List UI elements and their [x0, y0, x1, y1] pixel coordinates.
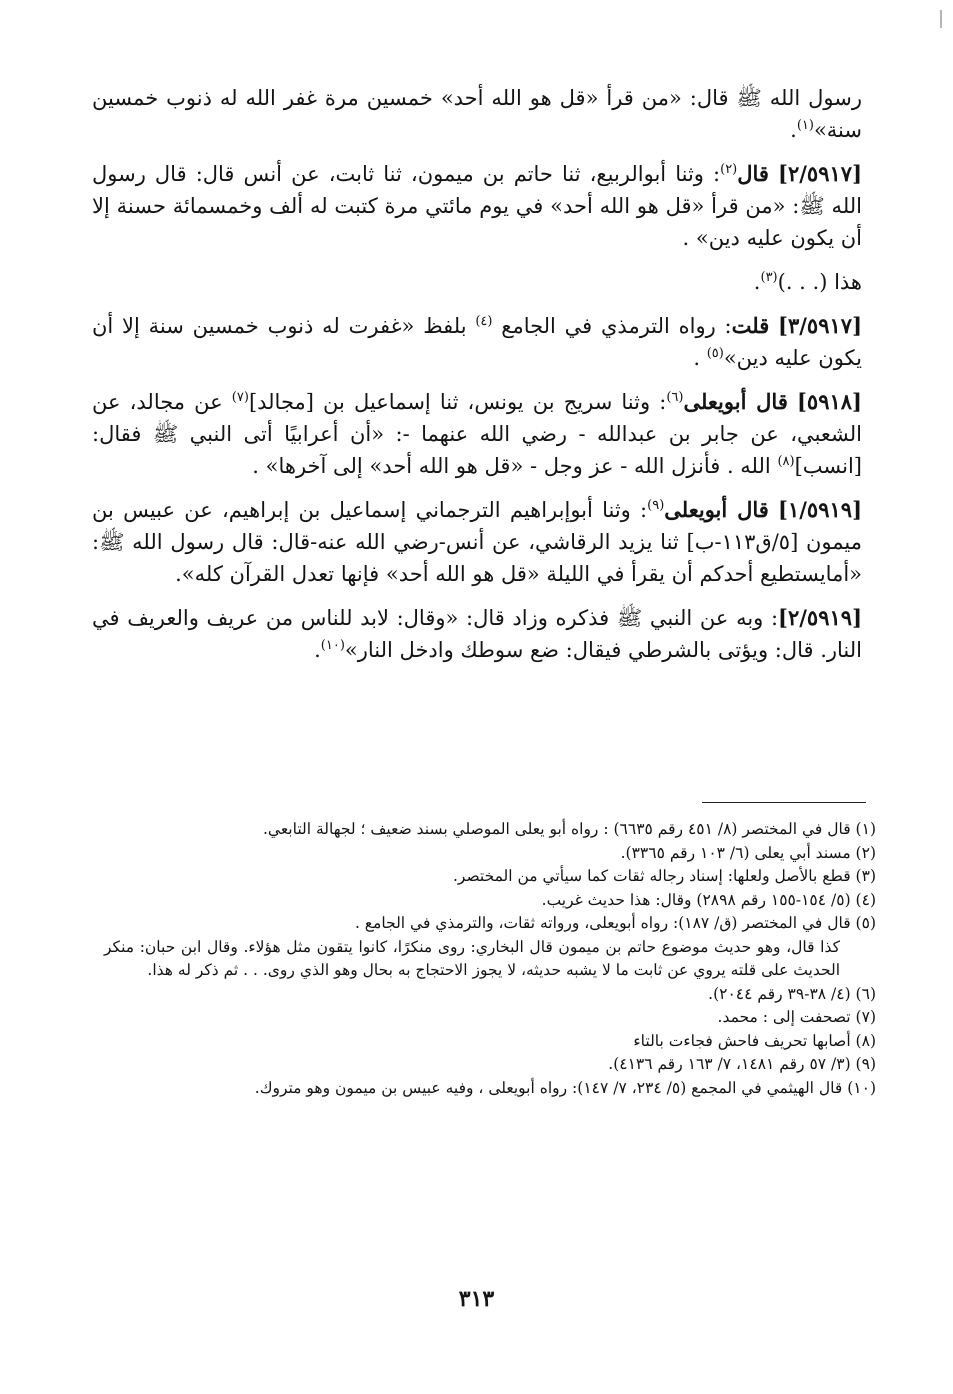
hadith-number: [٢/٥٩١٧] [778, 161, 862, 186]
hadith-text: : وثنا سريج بن يونس، ثنا إسماعيل بن [مجالد] [248, 390, 667, 414]
note-ref-7: (٧) [231, 390, 249, 405]
footnote: (١) قال في المختصر (٨/ ٤٥١ رقم ٦٦٣٥) : رواه أبو يعلى الموصلي بسند ضعيف ؛ لجهالة التابعي. [262, 820, 876, 838]
paragraph-missing [92, 266, 862, 298]
footnotes [104, 818, 876, 1100]
missing-text-end: . [753, 270, 761, 294]
missing-text: هذا (. . .) [777, 270, 862, 294]
paragraph-5919-1 [92, 494, 862, 590]
hadith-end: . [314, 638, 321, 662]
note-ref-3: (٣) [760, 270, 778, 285]
footnote: (٣) قطع بالأصل ولعلها: إسناد رجاله ثقات كما سيأتي من المختصر. [452, 867, 876, 885]
hadith-number: [١/٥٩١٩] [778, 497, 862, 522]
paragraph-5918 [92, 386, 862, 482]
hadith-text: : وثنا أبوالربيع، ثنا حاتم بن ميمون، ثنا ثابت، عن أنس قال: قال رسول الله ﷺ: «من قرأ «قل هو الله أحد» في يوم مائتي مرة كتبت له ألف وخمسمائة حسنة إلا أن يكون عليه دين» . [92, 162, 862, 250]
paragraph-1-text: رسول الله ﷺ قال: «من قرأ «قل هو الله أحد» خمسين مرة غفر الله له ذنوب خمسين سنة» [92, 86, 862, 142]
hadith-number: [٣/٥٩١٧] [778, 313, 862, 338]
footnote: (٧) تصحفت إلى : محمد. [717, 1008, 876, 1026]
note-ref-2: (٢) [720, 162, 738, 177]
hadith-narrator: قلت [731, 313, 770, 338]
hadith-text: : رواه الترمذي في الجامع [501, 314, 732, 338]
footnote: (١٠) قال الهيثمي في المجمع (٥/ ٢٣٤، ٧/ ١٤٧): رواه أبويعلى ، وفيه عبيس بن ميمون وهو متروك. [254, 1078, 876, 1097]
note-ref-5: (٥) [706, 346, 724, 361]
hadith-number: [٥٩١٨] [796, 389, 862, 414]
hadith-text-2: عن مجالد، عن الشعبي، عن جابر بن عبدالله - رضي الله عنهما -: «أن أعرابيًا أتى النبي ﷺ فقال: [انسب] [92, 390, 862, 478]
paragraph-1 [92, 82, 862, 146]
footnote: (٥) قال في المختصر (ق/ ١٨٧): رواه أبويعلى، ورواته ثقات، والترمذي في الجامع . [354, 914, 876, 932]
hadith-narrator: قال أبويعلى [664, 497, 769, 522]
footnote: (٤) (٥/ ١٥٤-١٥٥ رقم ٢٨٩٨) وقال: هذا حديث غريب. [541, 890, 876, 909]
hadith-narrator: قال [737, 161, 769, 186]
footnote: (٩) (٣/ ٥٧ رقم ١٤٨١، ٧/ ١٦٣ رقم ٤١٣٦). [608, 1055, 876, 1073]
page-number: ٣١٣ [458, 1286, 495, 1312]
hadith-end: . [693, 346, 700, 370]
footnote-divider [702, 802, 866, 803]
hadith-text: : وثنا أبوإبراهيم الترجماني إسماعيل بن إبراهيم، عن عبيس بن ميمون [٥/ق١١٣-ب] ثنا يزيد الرقاشي، عن أنس-رضي الله عنه-قال: قال رسول الله ﷺ: «أمايستطيع أحدكم أن يقرأ في الليلة «قل هو الله أحد» فإنها تعدل القرآن كله». [92, 498, 862, 586]
paragraph-5917-3 [92, 310, 862, 374]
note-ref-6: (٦) [666, 390, 684, 405]
footnote-continuation: كذا قال، وهو حديث موضوع حاتم بن ميمون قال البخاري: روى منكرًا، كانوا يتقون مثل هؤلاء. وقال ابن حبان: منكر الحديث على قلته يروي عن ثابت ما لا يشبه حديثه، لا يجوز الاحتجاج به بحال وهو الذي روى. . . ثم ذكر له هذا. [104, 937, 840, 979]
note-ref-8: (٨) [777, 454, 795, 469]
hadith-number: [٢/٥٩١٩] [778, 605, 862, 630]
hadith-text-2: بلفظ «غفرت له ذنوب خمسين سنة إلا أن يكون عليه دين» [92, 314, 862, 370]
note-ref-10: (١٠) [320, 638, 345, 653]
paragraph-5917-2 [92, 158, 862, 254]
main-text [92, 82, 862, 678]
footnote: (٦) (٤/ ٣٨-٣٩ رقم ٢٠٤٤). [708, 984, 876, 1003]
footnote: (٨) أصابها تحريف فاحش فجاءت بالتاء [633, 1031, 876, 1050]
paragraph-5919-2 [92, 602, 862, 666]
paragraph-1-end: . [790, 118, 797, 142]
footnote: (٢) مسند أبي يعلى (٦/ ١٠٣ رقم ٣٣٦٥). [620, 843, 876, 862]
hadith-text-3: الله . فأنزل الله - عز وجل - «قل هو الله أحد» إلى آخرها» . [252, 454, 771, 478]
note-ref-1: (١) [796, 118, 814, 133]
hadith-text: : وبه عن النبي ﷺ فذكره وزاد قال: «وقال: لابد للناس من عريف والعريف في النار. قال: ويؤتى بالشرطي فيقال: ضع سوطك وادخل النار» [92, 606, 862, 662]
note-ref-4: (٤) [475, 314, 493, 329]
hadith-narrator: قال أبويعلى [683, 389, 788, 414]
margin-mark [940, 10, 942, 28]
note-ref-9: (٩) [647, 498, 665, 513]
